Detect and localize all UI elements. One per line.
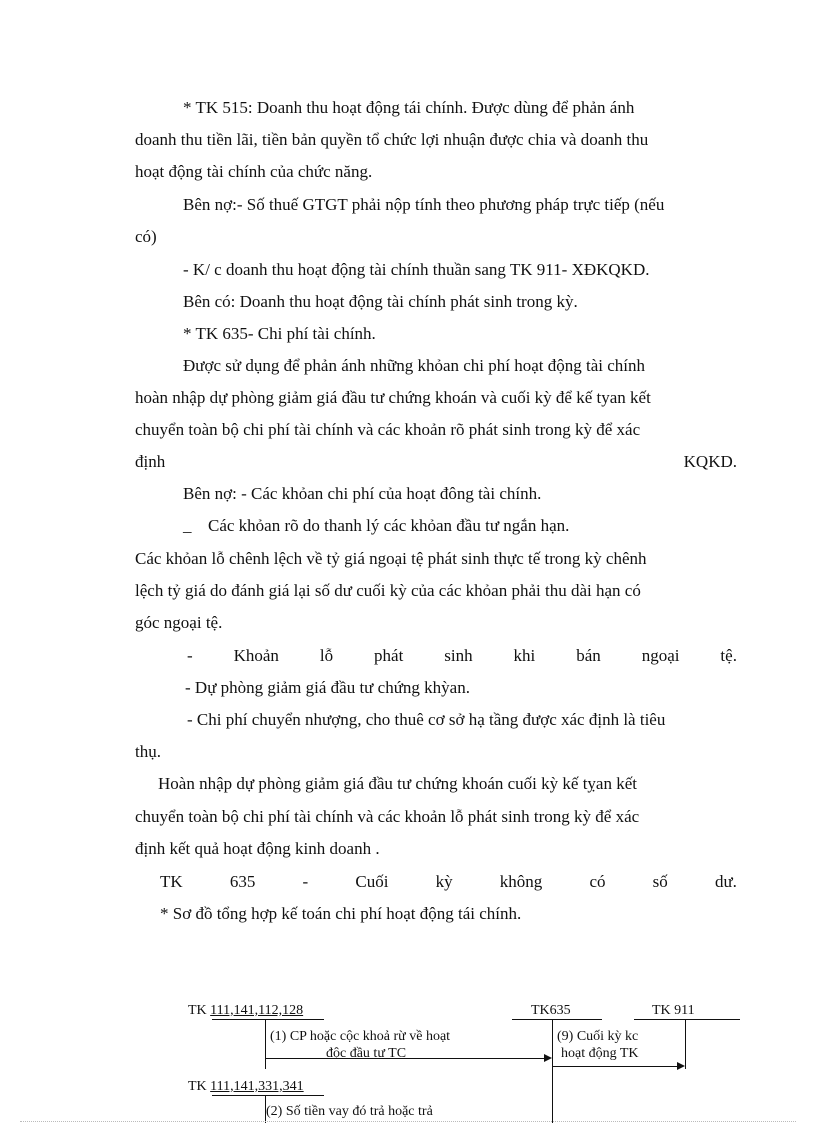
word: sinh [444,646,473,665]
t-account-stem-1 [265,1019,266,1069]
entry-1-label: (1) CP hoặc cộc khoả rừ về hoạt [270,1029,451,1044]
t-account-line-1 [212,1019,324,1020]
word: KQKD. [683,452,737,471]
para-hoan-nhap-line3: định kết quả hoạt động kinh doanh . [135,839,380,858]
page-bottom-dotted-rule [20,1121,796,1122]
para-tk635-no-balance [160,871,737,893]
para-tk635-desc-line2: hoàn nhập dự phòng giảm giá đầu tư chứng khoán và cuối kỳ để kế tyan kết [135,388,651,407]
word: phát [374,646,404,665]
word: TK [160,872,183,891]
para-ben-no-635: Bên nợ: - Các khỏan chi phí của hoạt đông tài chính. [183,484,542,503]
account-numbers: 111,141,112,128 [210,1003,304,1018]
word: số [652,872,668,891]
para-chi-phi-line1: - Chi phí chuyển nhượng, cho thuê cơ sở hạ tầng được xác định là tiêu [187,710,666,729]
para-khoan-ro: Các khỏan rõ do thanh lý các khỏan đầu tư ngắn hạn. [208,516,570,535]
entry-9-arrow-line [553,1066,677,1067]
t-account-line-tk911 [634,1019,740,1020]
para-tk635-desc-line3: chuyển toàn bộ chi phí tài chính và các khoản rõ phát sinh trong kỳ để xác [135,420,641,439]
para-hoan-nhap-line2: chuyển toàn bộ chi phí tài chính và các khoản lỗ phát sinh trong kỳ để xác [135,807,640,826]
word: khi [513,646,536,665]
para-diagram-heading: * Sơ đồ tổng hợp kế toán chi phí hoạt động tái chính. [160,904,522,923]
arrow-right-icon [544,1054,552,1062]
word: Cuối [355,872,389,891]
word: định [135,452,166,471]
para-tk515-line3: hoạt động tài chính của chức năng. [135,162,373,181]
para-ben-no-line2: có) [135,227,157,246]
account-label-tk911: TK 911 [652,1003,695,1018]
arrow-right-icon [677,1062,685,1070]
account-prefix: TK [188,1079,207,1094]
word: lỗ [319,646,334,665]
word: dư. [714,872,737,891]
word: - [302,872,309,891]
para-chi-phi-line2: thụ. [135,742,161,761]
t-account-line-2 [212,1095,324,1096]
word: ngoại [641,646,680,665]
word: kỳ [435,872,453,891]
para-khoan-lo-line3: góc ngoại tệ. [135,613,223,632]
word: 635 [229,872,256,891]
entry-2-label: (2) Số tiền vay đó trả hoặc trả [266,1104,433,1119]
para-tk515-line1: * TK 515: Doanh thu hoạt động tái chính. Được dùng để phản ánh [183,98,635,117]
t-account-stem-tk635 [552,1019,553,1123]
account-prefix: TK [188,1003,207,1018]
word: không [499,872,543,891]
para-tk635-desc-line4 [135,451,737,473]
para-khoan-lo-ban [187,645,737,667]
word: có [589,872,606,891]
para-hoan-nhap-line1: Hoàn nhập dự phòng giảm giá đầu tư chứng khoán cuối kỳ kế tỵan kết [158,774,637,793]
bullet-underscore: _ [183,516,192,535]
para-du-phong: - Dự phòng giảm giá đầu tư chứng khỳan. [185,678,470,697]
entry-1-arrow-line [266,1058,544,1059]
para-khoan-lo-line1: Các khỏan lỗ chênh lệch về tỷ giá ngoại tệ phát sinh thực tế trong kỳ chênh [135,549,647,568]
para-tk635-desc-line1: Được sử dụng để phản ánh những khỏan chi phí hoạt động tài chính [183,356,646,375]
t-account-line-tk635 [512,1019,602,1020]
word: - [187,646,193,665]
para-kc-doanh-thu: - K/ c doanh thu hoạt động tài chính thuần sang TK 911- XĐKQKD. [183,260,650,279]
para-ben-co: Bên có: Doanh thu hoạt động tài chính phát sinh trong kỳ. [183,292,578,311]
para-khoan-lo-line2: lệch tỷ giá do đánh giá lại số dư cuối kỳ của các khỏan phải thu dài hạn có [135,581,641,600]
word: Khoản [233,646,279,665]
account-label-1 [188,1003,303,1019]
word: bán [576,646,601,665]
account-label-2 [188,1079,304,1095]
t-account-stem-tk911 [685,1019,686,1069]
entry-9-label-2: hoạt động TK [561,1046,639,1061]
para-tk515-line2: doanh thu tiền lãi, tiền bản quyền tổ chức lợi nhuận được chia và doanh thu [135,130,649,149]
word: tệ. [720,646,737,665]
account-numbers: 111,141,331,341 [210,1079,304,1094]
entry-1-label-2: độc đầu tư TC [326,1046,407,1061]
account-label-tk635: TK635 [531,1003,571,1018]
entry-9-label: (9) Cuối kỳ kc [557,1029,639,1044]
para-tk635-heading: * TK 635- Chi phí tài chính. [183,324,376,343]
para-ben-no-line1: Bên nợ:- Số thuế GTGT phải nộp tính theo phương pháp trực tiếp (nếu [183,195,665,214]
